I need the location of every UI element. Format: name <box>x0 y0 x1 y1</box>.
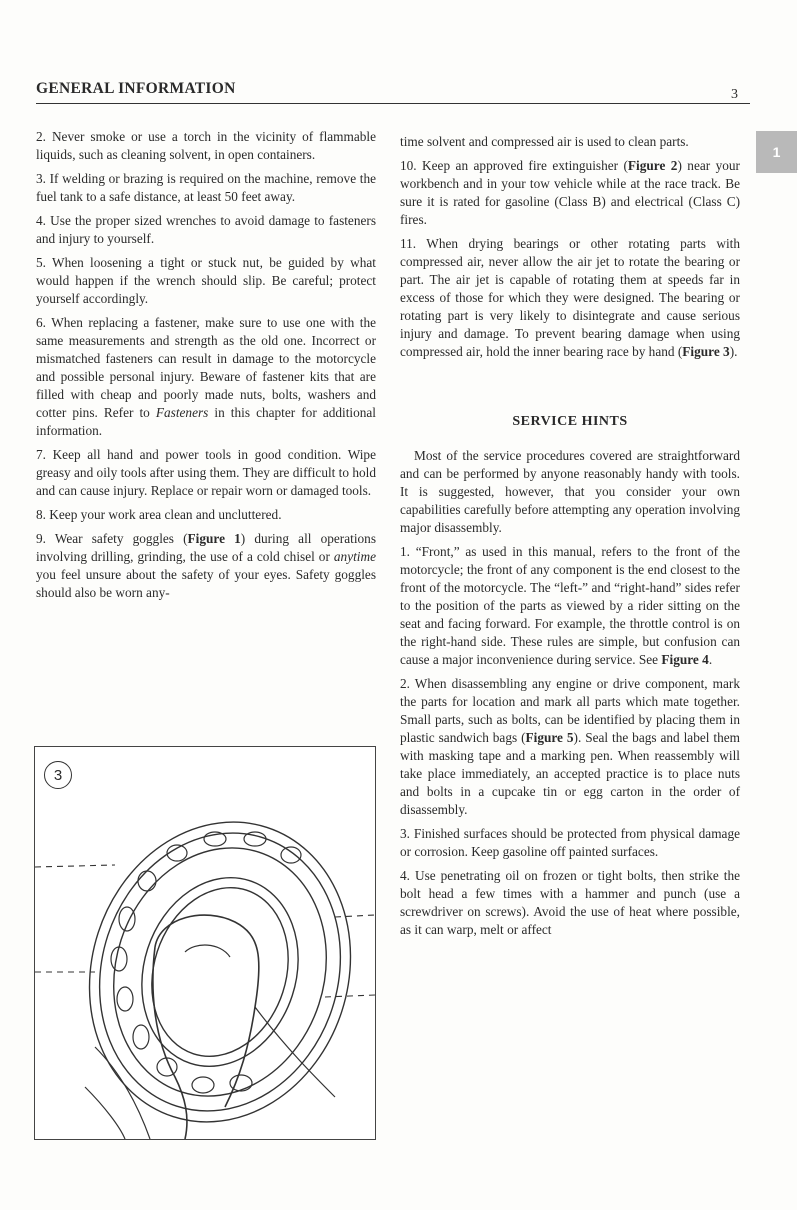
bearing-held-by-hand-icon <box>35 747 375 1139</box>
safety-item-7: 7. Keep all hand and power tools in good condition. Wipe greasy and oily tools after using them. They are difficult to hold and can cause injury. Replace or repair worn or damaged tools. <box>36 447 376 498</box>
figure-3-reference: Figure 3 <box>682 344 730 359</box>
service-hint-2: 2. When disassembling any engine or drive component, mark the parts for location and mark all parts which mate together. Small parts, such as bolts, can be identified by placing them in plastic sandwich bags (Figure 5). Seal the bags and label them with masking tape and a marking pen. When reassembly will take place immediately, an accepted practice is to place nuts and bolts in a cupcake tin or egg carton in the order of disassembly. <box>400 676 740 817</box>
safety-item-10: 10. Keep an approved fire extinguisher (Figure 2) near your workbench and in your tow vehicle while at the race track. Be sure it is rated for gasoline (Class B) and electrical (Class C) fires. <box>400 158 740 227</box>
safety-item-2: 2. Never smoke or use a torch in the vicinity of flammable liquids, such as cleaning solvent, in open containers. <box>36 129 376 162</box>
fasteners-reference: Fasteners <box>155 405 209 420</box>
service-hint-4: 4. Use penetrating oil on frozen or tight bolts, then strike the bolt head a few times with a hammer and punch (use a screwdriver on screws). Avoid the use of heat where possible, as it can warp, melt or affect <box>400 868 740 937</box>
service-hints-intro: Most of the service procedures covered are straightforward and can be performed by anyone reasonably handy with tools. It is suggested, however, that you consider your own capabilities carefully before attempting any operation involving major disassembly. <box>400 448 740 535</box>
page-number: 3 <box>731 87 738 102</box>
section-heading-service-hints: SERVICE HINTS <box>512 414 628 429</box>
figure-5-reference: Figure 5 <box>525 730 574 745</box>
left-column <box>36 128 376 608</box>
figure-1-reference: Figure 1 <box>187 531 241 546</box>
right-column <box>400 133 740 945</box>
figure-number-label: 3 <box>44 761 72 789</box>
safety-item-11: 11. When drying bearings or other rotating parts with compressed air, never allow the air jet to rotate the bearing or part. The air jet is capable of rotating them at speeds far in excess of those for which they were designed. The bearing or rotating part is very likely to disintegrate and cause serious injury and damage. To prevent bearing damage when using compressed air, hold the inner bearing race by hand (Figure 3). <box>400 236 740 359</box>
figure-4-reference: Figure 4 <box>661 652 709 667</box>
safety-item-6: 6. When replacing a fastener, make sure to use one with the same measurements and strength as the old one. Incorrect or mismatched fasteners can result in damage to the motorcycle and possible personal injury. Beware of fastener kits that are filled with cheap and poorly made nuts, bolts, washers and cotter pins. Refer to Fasteners in this chapter for additional information. <box>36 315 376 438</box>
safety-item-9-continued: time solvent and compressed air is used to clean parts. <box>400 134 689 149</box>
safety-item-8: 8. Keep your work area clean and uncluttered. <box>36 507 282 522</box>
header-rule <box>36 103 750 104</box>
safety-item-9: 9. Wear safety goggles (Figure 1) during all operations involving drilling, grinding, the use of a cold chisel or anytime you feel unsure about the safety of your eyes. Safety goggles should also be worn any- <box>36 531 376 600</box>
figure-2-reference: Figure 2 <box>627 158 678 173</box>
chapter-tab: 1 <box>756 131 797 173</box>
service-hint-3: 3. Finished surfaces should be protected from physical damage or corrosion. Keep gasoline off painted surfaces. <box>400 826 740 859</box>
safety-item-3: 3. If welding or brazing is required on the machine, remove the fuel tank to a safe distance, at least 50 feet away. <box>36 171 376 204</box>
safety-item-4: 4. Use the proper sized wrenches to avoid damage to fasteners and injury to yourself. <box>36 213 376 246</box>
service-hint-1: 1. “Front,” as used in this manual, refers to the front of the motorcycle; the front of any component is the end closest to the front of the motorcycle. The “left-” and “right-hand” sides refer to the position of the parts as viewed by a rider sitting on the seat and facing forward. For example, the throttle control is on the right-hand side. These rules are simple, but confusion can cause a major inconvenience during service. See Figure 4. <box>400 544 740 667</box>
figure-3-bearing-illustration <box>34 746 376 1140</box>
page-header-title: GENERAL INFORMATION <box>36 80 236 97</box>
safety-item-5: 5. When loosening a tight or stuck nut, be guided by what would happen if the wrench should slip. Be careful; protect yourself accordingly. <box>36 255 376 306</box>
